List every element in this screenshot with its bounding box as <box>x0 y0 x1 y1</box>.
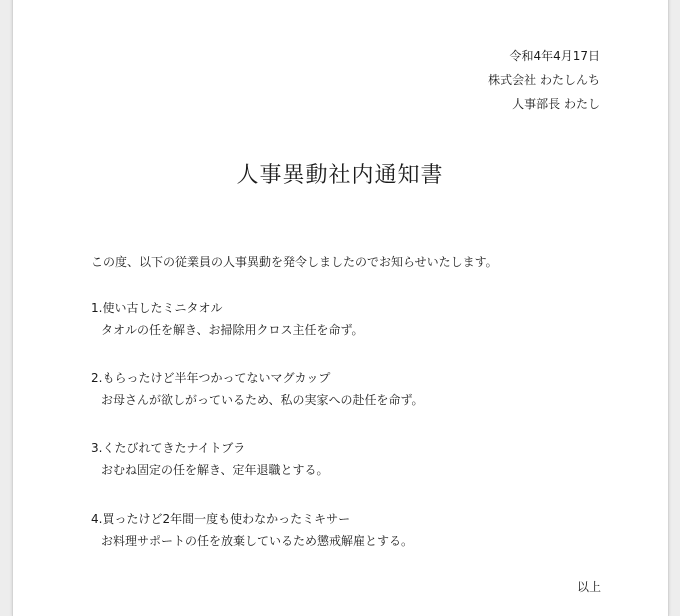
closing-mark: 以上 <box>576 580 601 594</box>
item-3-description: おむね固定の任を解き、定年退職とする。 <box>101 463 329 477</box>
item-3-heading: 3.くたびれてきたナイトブラ <box>91 441 246 455</box>
item-2-description: お母さんが欲しがっているため、私の実家への赴任を命ず。 <box>101 393 424 407</box>
sender-block <box>488 44 600 116</box>
document-title: 人事異動社内通知書 <box>236 163 444 188</box>
sender-name: 人事部長 わたし <box>512 97 600 111</box>
item-4-description: お料理サポートの任を放棄しているため懲戒解雇とする。 <box>101 534 414 548</box>
item-4-heading: 4.買ったけど2年間一度も使わなかったミキサー <box>91 512 351 526</box>
item-2-heading: 2.もらったけど半年つかってないマグカップ <box>91 371 331 385</box>
item-1-heading: 1.使い古したミニタオル <box>91 301 223 315</box>
document-date: 令和4年4月17日 <box>509 49 600 63</box>
intro-text: この度、以下の従業員の人事異動を発令しましたのでお知らせいたします。 <box>91 255 498 269</box>
item-1-description: タオルの任を解き、お掃除用クロス主任を命ず。 <box>101 323 364 337</box>
company-name: 株式会社 わたしんち <box>488 73 600 87</box>
